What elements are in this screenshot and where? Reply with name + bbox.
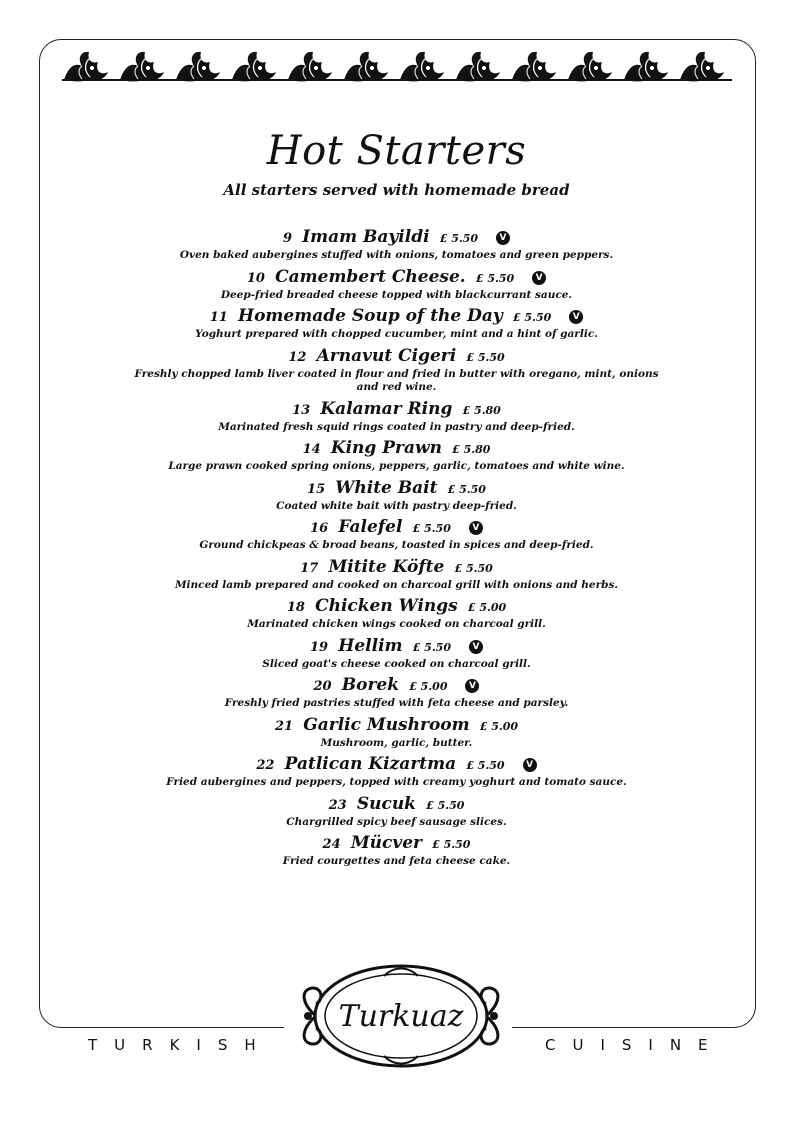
item-description: Oven baked aubergines stuffed with onions, tomatoes and green peppers. (179, 249, 614, 261)
item-description: Chargrilled spicy beef sausage slices. (286, 815, 507, 828)
menu-item-heading (150, 557, 643, 579)
page-title: Hot Starters (266, 128, 527, 174)
menu-item-heading (150, 596, 643, 618)
menu-item (150, 596, 643, 632)
item-name: Patlican Kizartma (284, 754, 457, 774)
menu-item-heading (150, 754, 643, 776)
menu-item (150, 227, 643, 263)
menu-item-heading (150, 306, 643, 328)
item-name: Mitite Köfte (328, 556, 445, 577)
menu-item (150, 636, 643, 672)
menu-item-heading (150, 794, 643, 816)
menu-item-heading (150, 399, 643, 421)
menu-item (150, 557, 643, 593)
item-number: 17 (300, 560, 319, 576)
menu-item-heading (150, 478, 643, 500)
menu-item-heading (150, 833, 643, 855)
item-description: Freshly chopped lamb liver coated in flour and fried in butter with oregano, mint, onions and red wine. (134, 367, 659, 393)
item-description: Yoghurt prepared with chopped cucumber, mint and a hint of garlic. (195, 328, 598, 340)
item-price: £ 5.80 (452, 443, 491, 456)
item-price: £ 5.50 (426, 798, 465, 812)
menu-item (150, 438, 643, 474)
decorative-border-ornament (62, 48, 732, 84)
item-price: £ 5.50 (512, 311, 552, 324)
item-description: Deep-fried breaded cheese topped with blackcurrant sauce. (220, 288, 573, 301)
item-number: 20 (313, 679, 332, 694)
menu-item (150, 267, 643, 303)
item-name: Kalamar Ring (320, 398, 453, 419)
item-price: £ 5.50 (475, 271, 515, 285)
menu-item (150, 675, 643, 711)
item-number: 22 (256, 758, 275, 773)
footer-right-word: CUISINE (545, 1036, 725, 1054)
item-number: 14 (302, 442, 321, 457)
item-name: Hellim (338, 635, 403, 656)
item-description: Freshly fried pastries stuffed with feta cheese and parsley. (224, 697, 569, 709)
logo-text: Turkuaz (338, 999, 464, 1034)
page-subtitle: All starters served with homemade bread (223, 181, 570, 199)
item-number: 16 (310, 521, 329, 536)
menu-item-heading (150, 227, 643, 249)
item-price: £ 5.50 (412, 640, 451, 654)
item-name: Mücver (350, 833, 422, 853)
menu-item (150, 399, 643, 435)
item-description: Large prawn cooked spring onions, peppers, garlic, tomatoes and white wine. (168, 460, 625, 472)
item-price: £ 5.50 (454, 561, 493, 575)
item-price: £ 5.50 (466, 759, 505, 772)
item-description: Fried courgettes and feta cheese cake. (282, 855, 511, 867)
item-description: Marinated chicken wings cooked on charcoal grill. (247, 618, 546, 630)
item-price: £ 5.80 (462, 403, 501, 417)
menu-item (150, 478, 643, 514)
item-price: £ 5.00 (467, 601, 507, 614)
item-name: Garlic Mushroom (303, 714, 470, 735)
menu-item (134, 345, 659, 395)
vegetarian-icon: V (532, 271, 546, 285)
item-name: Imam Bayildi (302, 227, 430, 247)
menu-item-heading (150, 438, 643, 460)
menu-item-heading (150, 517, 643, 539)
item-number: 9 (282, 231, 293, 246)
item-description: Minced lamb prepared and cooked on charcoal grill with onions and herbs. (174, 578, 619, 591)
item-price: £ 5.00 (479, 719, 519, 733)
item-price: £ 5.50 (432, 838, 471, 851)
item-number: 15 (307, 481, 326, 497)
item-number: 23 (328, 797, 347, 813)
item-name: Falefel (338, 517, 403, 537)
menu-item-heading (150, 346, 643, 368)
item-name: Chicken Wings (315, 596, 458, 616)
footer-left-word: TURKISH (88, 1036, 273, 1054)
item-description: Marinated fresh squid rings coated in pastry and deep-fried. (218, 420, 575, 433)
vegetarian-icon: V (569, 310, 583, 324)
menu-item (150, 794, 643, 830)
vegetarian-icon: V (469, 521, 483, 535)
vegetarian-icon: V (523, 758, 537, 772)
vegetarian-icon: V (465, 679, 479, 693)
item-number: 18 (286, 600, 305, 615)
menu-item-heading (150, 675, 643, 697)
item-name: White Bait (335, 477, 438, 498)
menu-item-heading (150, 715, 643, 737)
item-number: 12 (288, 349, 307, 365)
item-name: Camembert Cheese. (275, 266, 466, 287)
item-name: Borek (341, 675, 400, 695)
item-description: Mushroom, garlic, butter. (320, 736, 473, 749)
item-number: 10 (246, 270, 265, 286)
turkuaz-logo (294, 954, 508, 1076)
menu-item (150, 306, 643, 342)
menu-list (134, 227, 659, 873)
menu-item (150, 715, 643, 751)
item-number: 11 (209, 310, 228, 325)
menu-item (150, 517, 643, 553)
vegetarian-icon: V (469, 640, 483, 654)
item-number: 24 (322, 837, 341, 852)
item-number: 19 (310, 639, 329, 655)
item-price: £ 5.50 (447, 482, 486, 496)
vegetarian-icon: V (496, 231, 510, 245)
item-price: £ 5.50 (439, 232, 479, 245)
item-description: Fried aubergines and peppers, topped with creamy yoghurt and tomato sauce. (166, 776, 627, 788)
item-name: Sucuk (356, 793, 416, 814)
item-description: Ground chickpeas & broad beans, toasted in spices and deep-fried. (199, 539, 594, 551)
item-name: King Prawn (330, 438, 442, 458)
item-name: Arnavut Cigeri (316, 345, 457, 366)
item-price: £ 5.50 (412, 522, 451, 535)
item-number: 13 (292, 402, 311, 418)
item-price: £ 5.00 (409, 680, 448, 693)
menu-item (150, 833, 643, 869)
item-price: £ 5.50 (466, 350, 505, 364)
menu-item-heading (150, 636, 643, 658)
item-number: 21 (274, 718, 294, 734)
menu-item (150, 754, 643, 790)
item-name: Homemade Soup of the Day (238, 306, 503, 326)
item-description: Coated white bait with pastry deep-fried. (276, 499, 517, 512)
menu-item-heading (150, 267, 643, 289)
item-description: Sliced goat's cheese cooked on charcoal grill. (262, 657, 531, 670)
